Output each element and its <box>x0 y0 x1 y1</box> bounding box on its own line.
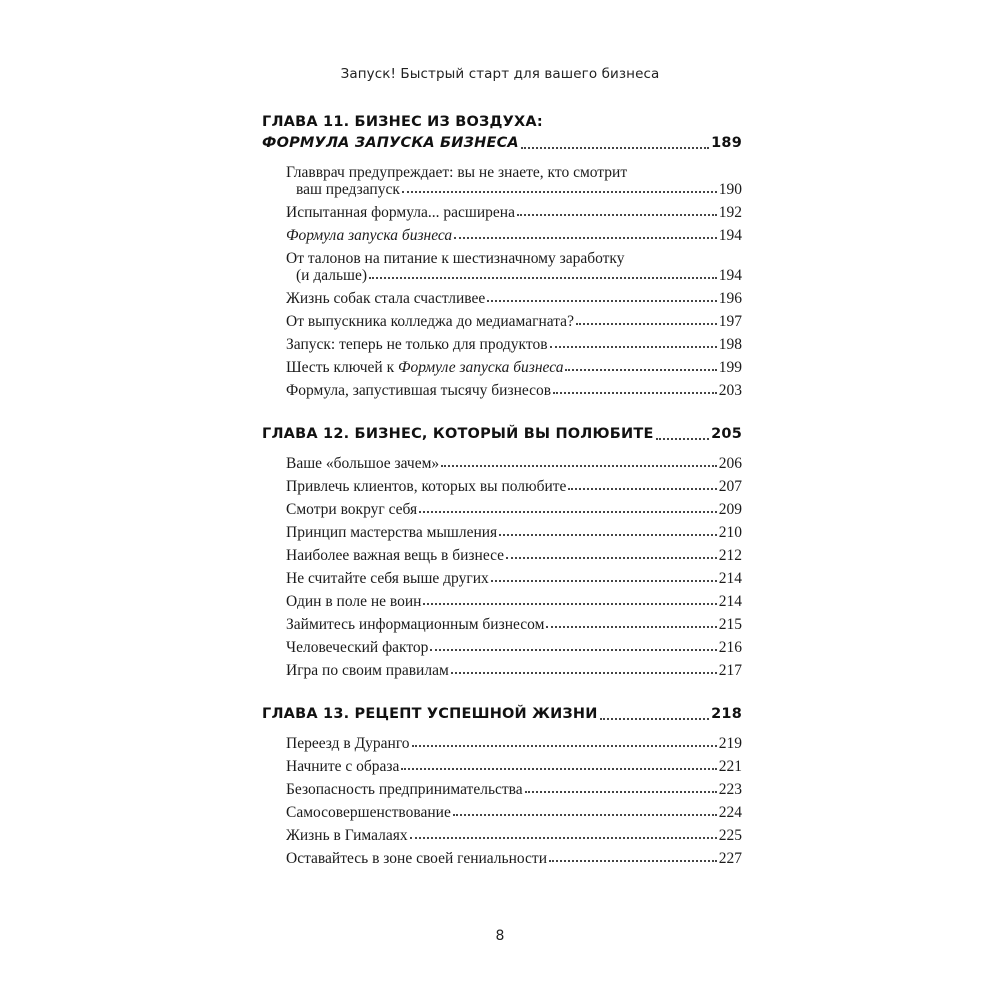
toc-entry-title: (и дальше) <box>296 267 368 284</box>
chapter-13-page: 218 <box>711 706 742 722</box>
dot-leader <box>517 214 717 216</box>
toc-entry[interactable] <box>286 593 742 610</box>
toc-entry-page: 196 <box>718 290 742 307</box>
toc-entry[interactable] <box>286 735 742 752</box>
chapter-12-title: ГЛАВА 12. БИЗНЕС, КОТОРЫЙ ВЫ ПОЛЮБИТЕ <box>262 426 654 442</box>
dot-leader <box>419 511 717 513</box>
dot-leader <box>401 768 716 770</box>
toc-entry[interactable] <box>286 250 742 284</box>
toc-entry[interactable] <box>286 524 742 541</box>
dot-leader <box>499 534 717 536</box>
toc-entry-page: 206 <box>718 455 742 472</box>
toc-entry-page: 224 <box>718 804 742 821</box>
dot-leader <box>369 277 717 279</box>
dot-leader <box>549 860 717 862</box>
toc-entry[interactable] <box>286 455 742 472</box>
toc-entry-title-line1: Главврач предупреждает: вы не знаете, кто смотрит <box>286 164 628 181</box>
toc-entry-title: Безопасность предпринимательства <box>286 781 523 798</box>
toc-entry-title: Жизнь в Гималаях <box>286 827 408 844</box>
toc-entry-title-line1: От талонов на питание к шестизначному заработку <box>286 250 625 267</box>
toc-entry-page: 219 <box>718 735 742 752</box>
chapter-11-entries <box>262 164 742 399</box>
toc-entry-title: Займитесь информационным бизнесом <box>286 616 545 633</box>
toc-entry-title: Жизнь собак стала счастливее <box>286 290 486 307</box>
toc-entry[interactable] <box>286 227 742 244</box>
toc-entry[interactable] <box>286 164 742 198</box>
toc-entry-page: 198 <box>718 336 742 353</box>
toc-entry-page: 210 <box>718 524 742 541</box>
toc-entry-title: От выпускника колледжа до медиамагната? <box>286 313 574 330</box>
chapter-12-heading-row[interactable] <box>262 423 742 445</box>
dot-leader <box>521 147 709 149</box>
dot-leader <box>487 300 717 302</box>
dot-leader <box>451 672 717 674</box>
toc-entry[interactable] <box>286 850 742 867</box>
toc-entry[interactable] <box>286 204 742 221</box>
table-of-contents <box>262 112 742 873</box>
dot-leader <box>423 603 716 605</box>
chapter-11 <box>262 112 742 399</box>
toc-entry-page: 190 <box>718 181 742 198</box>
chapter-12-entries <box>262 455 742 679</box>
toc-entry-page: 215 <box>718 616 742 633</box>
toc-entry[interactable] <box>286 313 742 330</box>
dot-leader <box>600 718 710 720</box>
dot-leader <box>430 649 716 651</box>
dot-leader <box>454 237 717 239</box>
dot-leader <box>568 488 716 490</box>
toc-entry-title: Самосовершенствование <box>286 804 451 821</box>
toc-entry-title: Начните с образа <box>286 758 400 775</box>
toc-entry[interactable] <box>286 781 742 798</box>
toc-entry-title: Оставайтесь в зоне своей гениальности <box>286 850 547 867</box>
dot-leader <box>656 438 710 440</box>
toc-entry-page: 199 <box>718 359 742 376</box>
toc-entry-title: Игра по своим правилам <box>286 662 449 679</box>
toc-entry-title-italic: Формуле запуска бизнеса <box>398 359 564 376</box>
dot-leader <box>565 369 716 371</box>
toc-entry-title: Испытанная формула... расширена <box>286 204 515 221</box>
toc-entry-title: Запуск: теперь не только для продуктов <box>286 336 548 353</box>
toc-entry[interactable] <box>286 336 742 353</box>
toc-entry-title: Ваше «большое зачем» <box>286 455 440 472</box>
toc-entry-page: 203 <box>718 382 742 399</box>
toc-entry[interactable] <box>286 758 742 775</box>
toc-entry-page: 212 <box>718 547 742 564</box>
chapter-13-entries <box>262 735 742 867</box>
toc-entry-page: 194 <box>718 267 742 284</box>
toc-entry-title: ваш предзапуск <box>296 181 400 198</box>
dot-leader <box>550 346 717 348</box>
toc-entry-title: Переезд в Дуранго <box>286 735 410 752</box>
toc-entry-page: 227 <box>718 850 742 867</box>
toc-entry-title-plain: Шесть ключей к <box>286 359 399 376</box>
dot-leader <box>402 191 717 193</box>
toc-entry-page: 207 <box>718 478 742 495</box>
toc-entry-page: 214 <box>718 570 742 587</box>
dot-leader <box>412 745 717 747</box>
dot-leader <box>453 814 717 816</box>
dot-leader <box>410 837 717 839</box>
dot-leader <box>553 392 717 394</box>
chapter-11-title: ФОРМУЛА ЗАПУСКА БИЗНЕСА <box>262 135 519 151</box>
chapter-13-title: ГЛАВА 13. РЕЦЕПТ УСПЕШНОЙ ЖИЗНИ <box>262 706 598 722</box>
dot-leader <box>576 323 717 325</box>
toc-entry[interactable] <box>286 827 742 844</box>
toc-entry-title: Смотри вокруг себя <box>286 501 418 518</box>
toc-entry[interactable] <box>286 382 742 399</box>
toc-entry[interactable] <box>286 616 742 633</box>
toc-entry-page: 194 <box>718 227 742 244</box>
toc-entry[interactable] <box>286 570 742 587</box>
toc-entry-title <box>286 359 563 376</box>
chapter-11-page: 189 <box>711 135 742 151</box>
toc-entry-page: 217 <box>718 662 742 679</box>
toc-entry-page: 221 <box>718 758 742 775</box>
toc-entry[interactable] <box>286 501 742 518</box>
toc-entry-page: 214 <box>718 593 742 610</box>
chapter-11-heading-row[interactable] <box>262 132 742 154</box>
toc-entry-page: 225 <box>718 827 742 844</box>
toc-entry-title: Принцип мастерства мышления <box>286 524 498 541</box>
toc-entry-title <box>286 227 452 244</box>
toc-entry-page: 197 <box>718 313 742 330</box>
toc-entry[interactable] <box>286 359 742 376</box>
page-number: 8 <box>495 928 505 944</box>
toc-entry[interactable] <box>286 662 742 679</box>
toc-entry-title: Один в поле не воин <box>286 593 422 610</box>
toc-entry[interactable] <box>286 290 742 307</box>
chapter-12 <box>262 423 742 679</box>
toc-entry[interactable] <box>286 478 742 495</box>
toc-entry[interactable] <box>286 639 742 656</box>
chapter-12-page: 205 <box>711 426 742 442</box>
dot-leader <box>546 626 716 628</box>
toc-entry-title: Формула, запустившая тысячу бизнесов <box>286 382 552 399</box>
dot-leader <box>525 791 717 793</box>
chapter-13-heading-row[interactable] <box>262 703 742 725</box>
toc-entry-title: Человеческий фактор <box>286 639 429 656</box>
dot-leader <box>506 557 717 559</box>
dot-leader <box>491 580 717 582</box>
toc-entry-page: 223 <box>718 781 742 798</box>
toc-entry-title: Не считайте себя выше других <box>286 570 489 587</box>
toc-entry-title: Наиболее важная вещь в бизнесе <box>286 547 505 564</box>
toc-entry-page: 216 <box>718 639 742 656</box>
toc-entry[interactable] <box>286 547 742 564</box>
chapter-11-heading-line1: ГЛАВА 11. БИЗНЕС ИЗ ВОЗДУХА: <box>262 114 543 130</box>
toc-entry-title-italic: Формула запуска бизнеса <box>286 227 453 244</box>
running-head: Запуск! Быстрый старт для вашего бизнеса <box>340 66 660 82</box>
toc-entry[interactable] <box>286 804 742 821</box>
chapter-13 <box>262 703 742 867</box>
toc-entry-page: 209 <box>718 501 742 518</box>
toc-entry-page: 192 <box>718 204 742 221</box>
dot-leader <box>441 465 717 467</box>
toc-entry-title: Привлечь клиентов, которых вы полюбите <box>286 478 567 495</box>
